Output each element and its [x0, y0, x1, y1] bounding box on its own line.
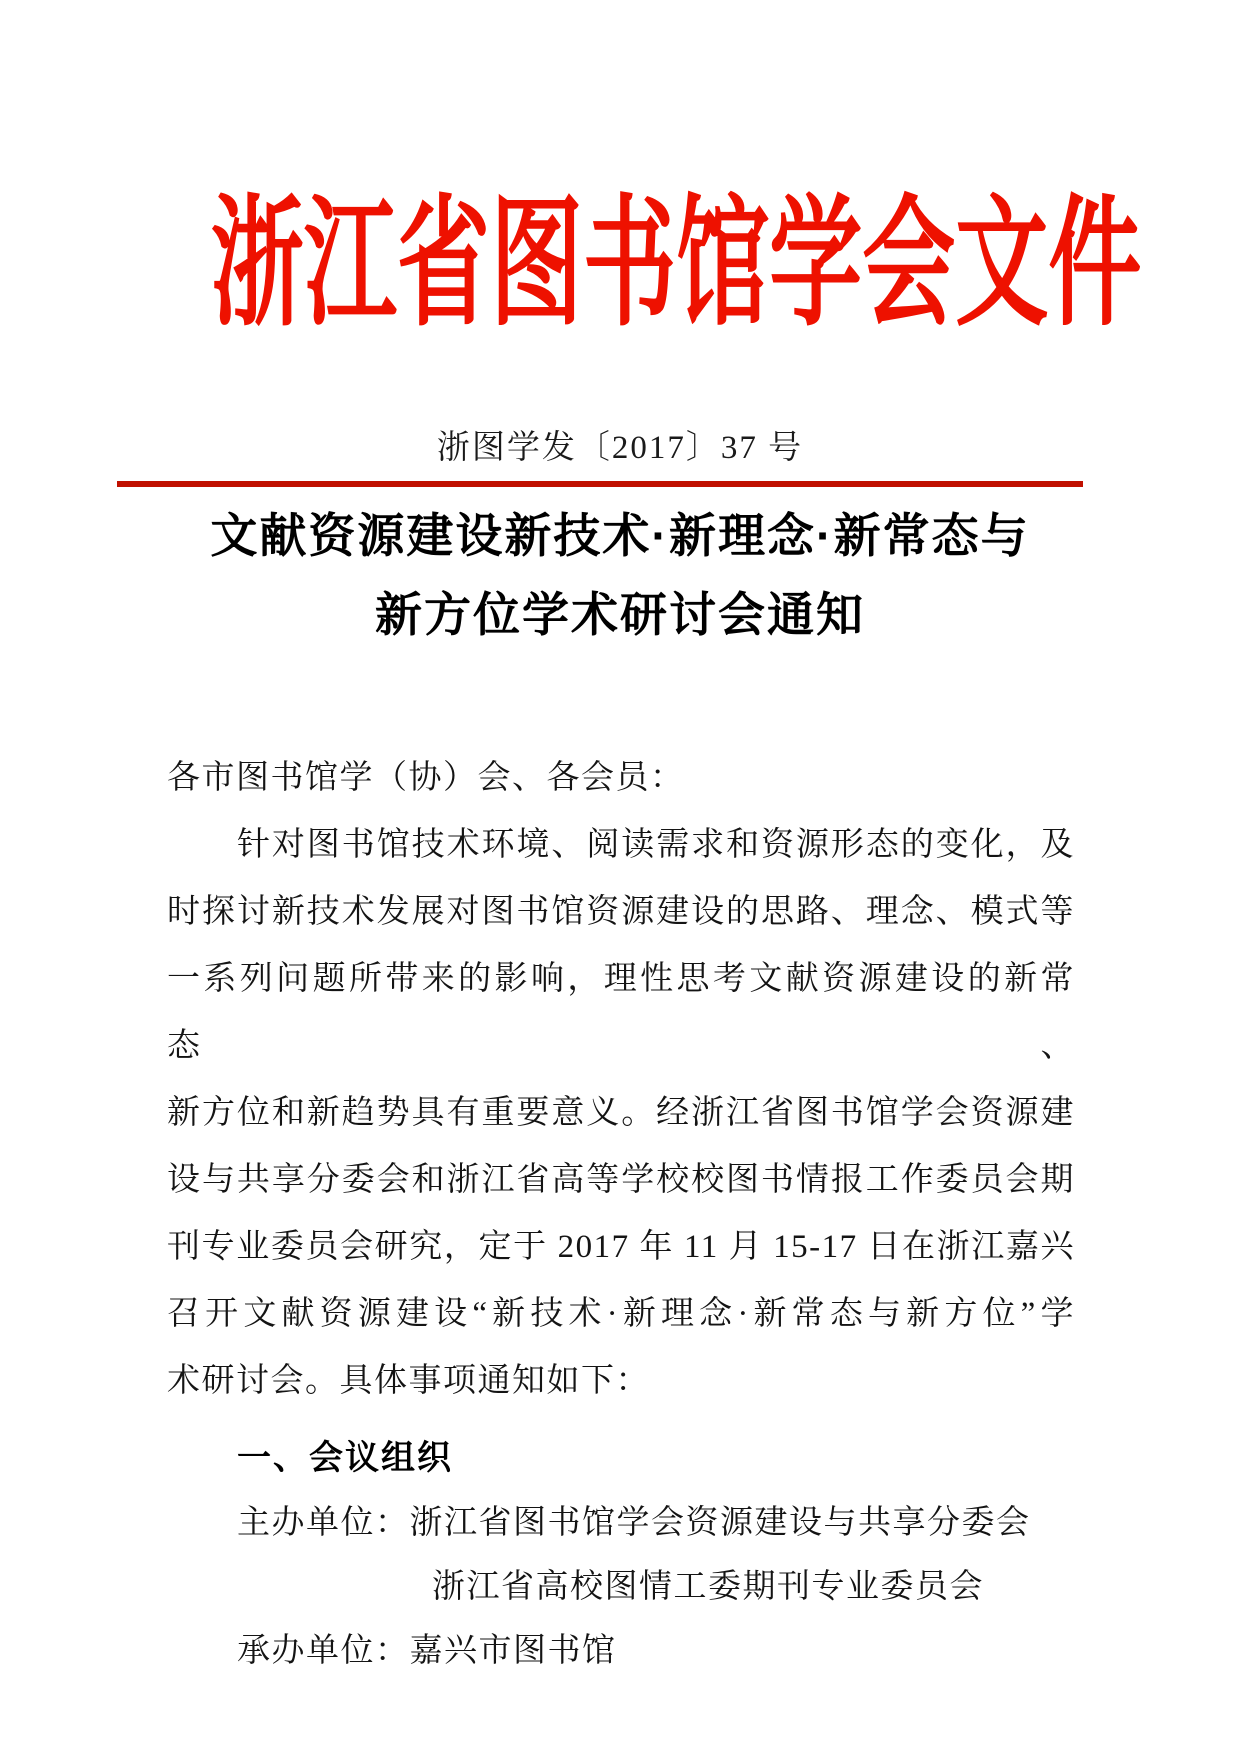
body-line: 设与共享分委会和浙江省高等学校校图书情报工作委员会期 — [167, 1162, 1075, 1198]
notice-title-line1: 文献资源建设新技术·新理念·新常态与 — [210, 509, 1030, 562]
body-line: 刊专业委员会研究，定于 2017 年 11 月 15-17 日在浙江嘉兴 — [167, 1229, 1075, 1265]
undertaker-line: 承办单位：嘉兴市图书馆 — [237, 1633, 617, 1669]
body-line: 时探讨新技术发展对图书馆资源建设的思路、理念、模式等 — [167, 894, 1075, 930]
body-line: 召开文献资源建设“新技术·新理念·新常态与新方位”学 — [167, 1296, 1075, 1332]
host-org-line-1: 主办单位：浙江省图书馆学会资源建设与共享分委会 — [237, 1505, 1031, 1541]
banner-title: 浙江省图书馆学会文件 — [210, 181, 1142, 346]
section-heading-1: 一、会议组织 — [237, 1439, 453, 1477]
body-line: 术研讨会。具体事项通知如下： — [167, 1363, 650, 1399]
host-org-line-2: 浙江省高校图情工委期刊专业委员会 — [432, 1569, 984, 1605]
body-line: 针对图书馆技术环境、阅读需求和资源形态的变化，及 — [237, 827, 1075, 863]
doc-number: 浙图学发〔2017〕37 号 — [436, 430, 804, 466]
notice-title — [0, 496, 1240, 654]
body-line: 一系列问题所带来的影响，理性思考文献资源建设的新常态、 — [167, 961, 1075, 1064]
notice-title-line2: 新方位学术研讨会通知 — [375, 588, 865, 641]
body-line: 新方位和新趋势具有重要意义。经浙江省图书馆学会资源建 — [167, 1095, 1075, 1131]
salutation: 各市图书馆学（协）会、各会员： — [167, 760, 685, 796]
red-divider-rule — [117, 481, 1083, 487]
body-block — [167, 745, 1075, 1683]
